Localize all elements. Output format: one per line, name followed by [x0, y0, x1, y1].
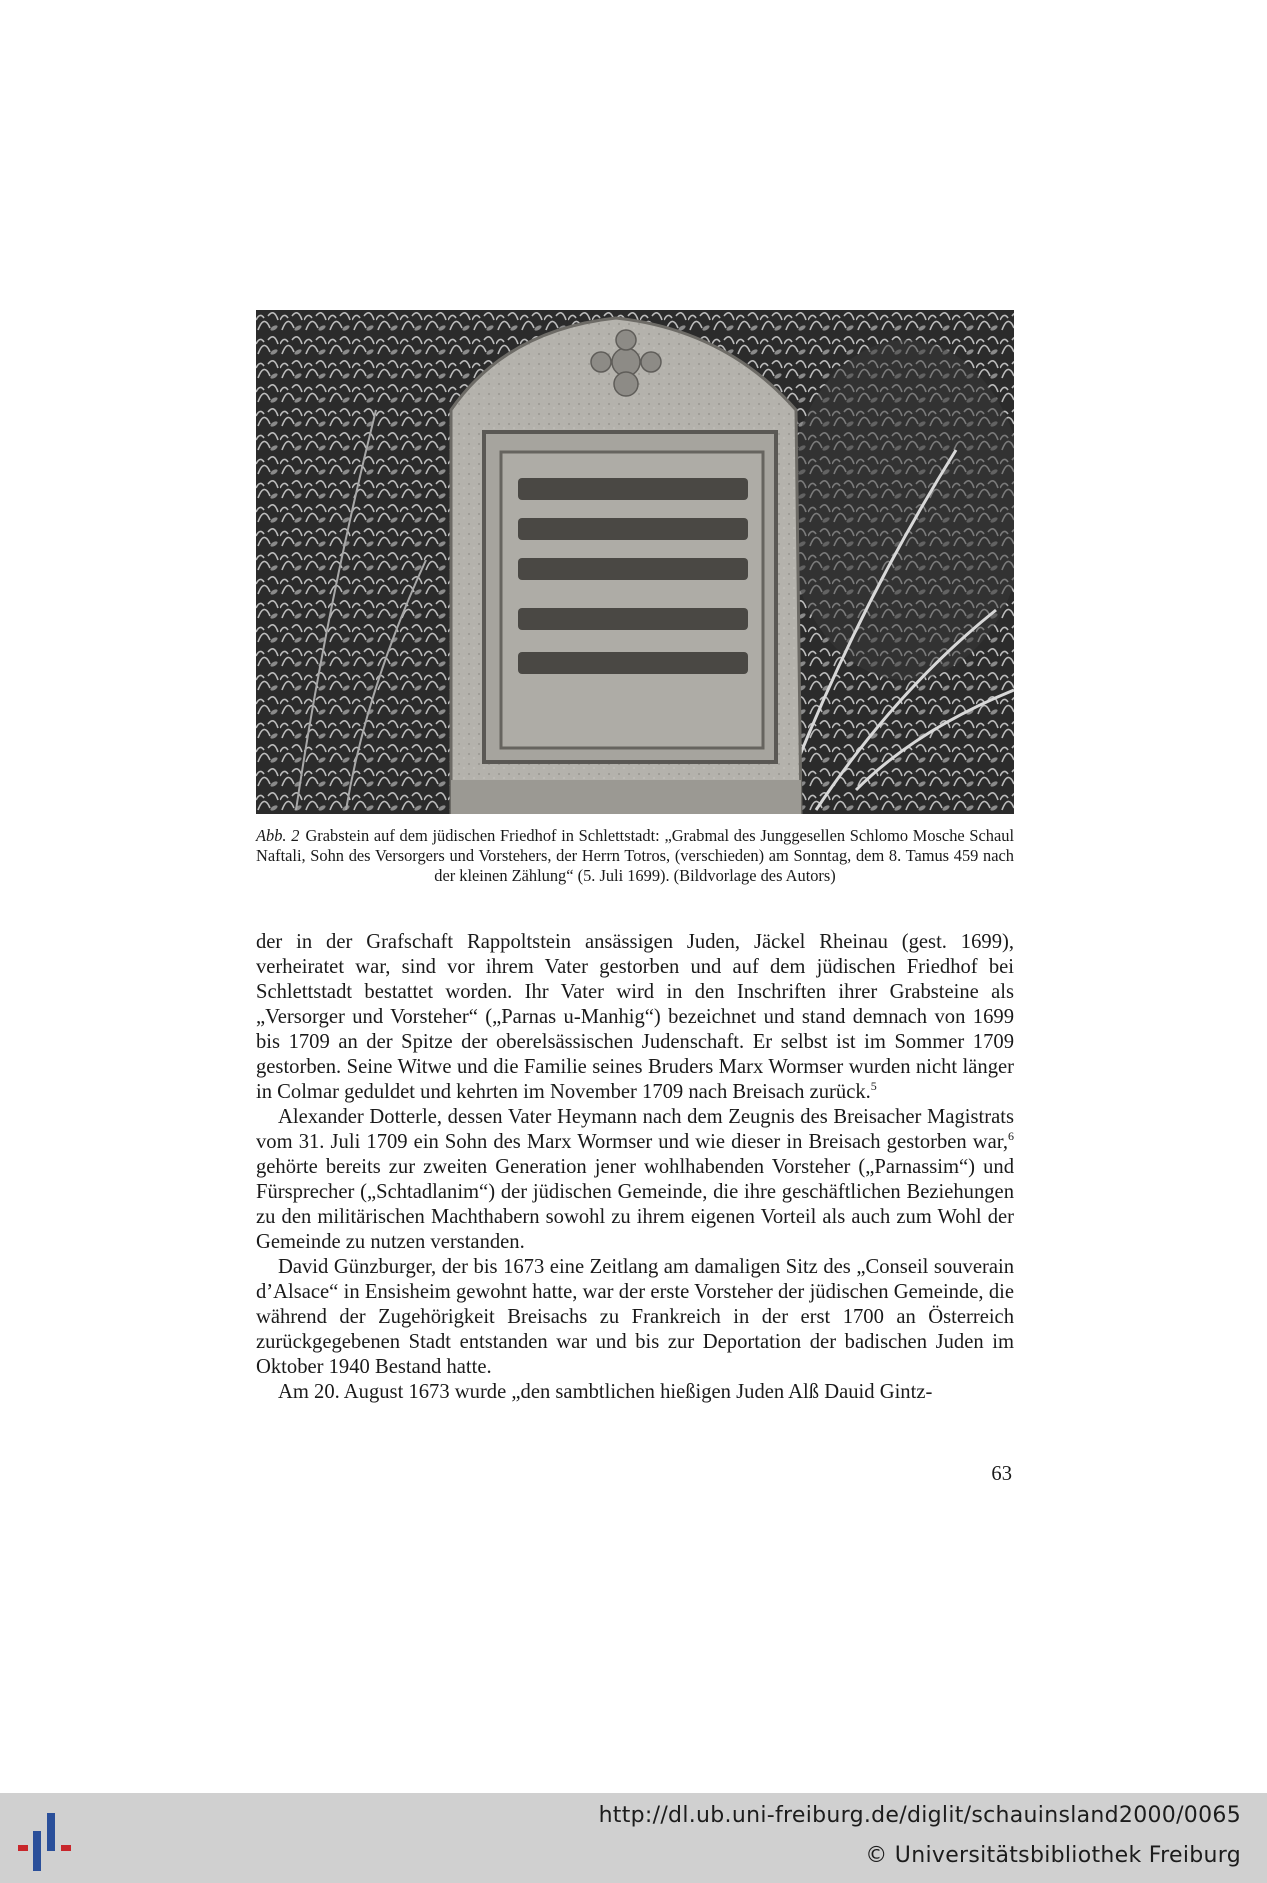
page-number: 63 — [991, 1463, 1012, 1485]
footnote-ref: 6 — [1008, 1129, 1014, 1144]
gravestone-illustration — [256, 310, 1014, 814]
paragraph: Am 20. August 1673 wurde „den sambtlichen hießigen Juden Alß Dauid Gintz- — [278, 1381, 933, 1403]
footer-bar — [0, 1793, 1267, 1883]
paragraph: David Günzburger, der bis 1673 eine Zeitlang am damaligen Sitz des „Conseil souverain d’Alsace“ in Ensisheim gewohnt hatte, war der erste Vorsteher der jüdischen Gemeinde, die während der Zugehörigkeit Breisachs zu Frankreich in der erst 1700 an Österreich zurückgegebenen Stadt entstanden war und bis zur Deportation der badischen Juden im Oktober 1940 Bestand hatte. — [256, 1256, 1014, 1378]
paragraph — [256, 1105, 1014, 1255]
paragraph — [256, 930, 1014, 1105]
body-text — [256, 930, 1014, 1405]
figure-caption-text: Grabstein auf dem jüdischen Friedhof in Schlettstadt: „Grabmal des Junggesellen Schlomo Mosche Schaul Naftali, Sohn des Versorgers und Vorstehers, der Herrn Totros, (verschieden) am Sonntag, dem 8. Tamus 459 nach der kleinen Zählung“ (5. Juli 1699). (Bildvorlage des Autors) — [256, 826, 1014, 885]
footnote-ref: 5 — [870, 1079, 877, 1094]
figure-label: Abb. 2 — [256, 826, 300, 845]
figure-caption — [256, 826, 1014, 886]
library-logo-icon — [16, 1809, 80, 1875]
gravestone-photo — [256, 310, 1014, 814]
source-url-link[interactable]: http://dl.ub.uni-freiburg.de/diglit/schauinsland2000/0065 — [598, 1803, 1241, 1828]
paragraph-text: Alexander Dotterle, dessen Vater Heymann nach dem Zeugnis des Breisacher Magistrats vom 31. Juli 1709 ein Sohn des Marx Wormser und wie dieser in Breisach gestorben war, — [256, 1106, 1014, 1153]
copyright-text: © Universitätsbibliothek Freiburg — [865, 1843, 1241, 1868]
paragraph-text: der in der Grafschaft Rappoltstein ansässigen Juden, Jäckel Rheinau (gest. 1699), verheiratet war, sind vor ihrem Vater gestorben und auf dem jüdischen Friedhof bei Schlettstadt bestattet worden. Ihr Vater wird in den Inschriften ihrer Grabsteine als „Versorger und Vorsteher“ („Parnas u-Manhig“) bezeichnet und stand demnach von 1699 bis 1709 an der Spitze der oberelsässischen Judenschaft. Er selbst ist im Sommer 1709 gestorben. Seine Witwe und die Familie seines Bruders Marx Wormser wurden nicht länger in Colmar geduldet und kehrten im November 1709 nach Breisach zurück. — [256, 931, 1014, 1103]
paragraph-text: gehörte bereits zur zweiten Generation jener wohlhabenden Vorsteher („Parnassim“) und Fürsprecher („Schtadlanim“) der jüdischen Gemeinde, die ihre geschäftlichen Beziehungen zu den militärischen Machthabern sowohl zu ihrem eigenen Vorteil als auch zum Wohl der Gemeinde zu nutzen verstanden. — [256, 1156, 1014, 1253]
